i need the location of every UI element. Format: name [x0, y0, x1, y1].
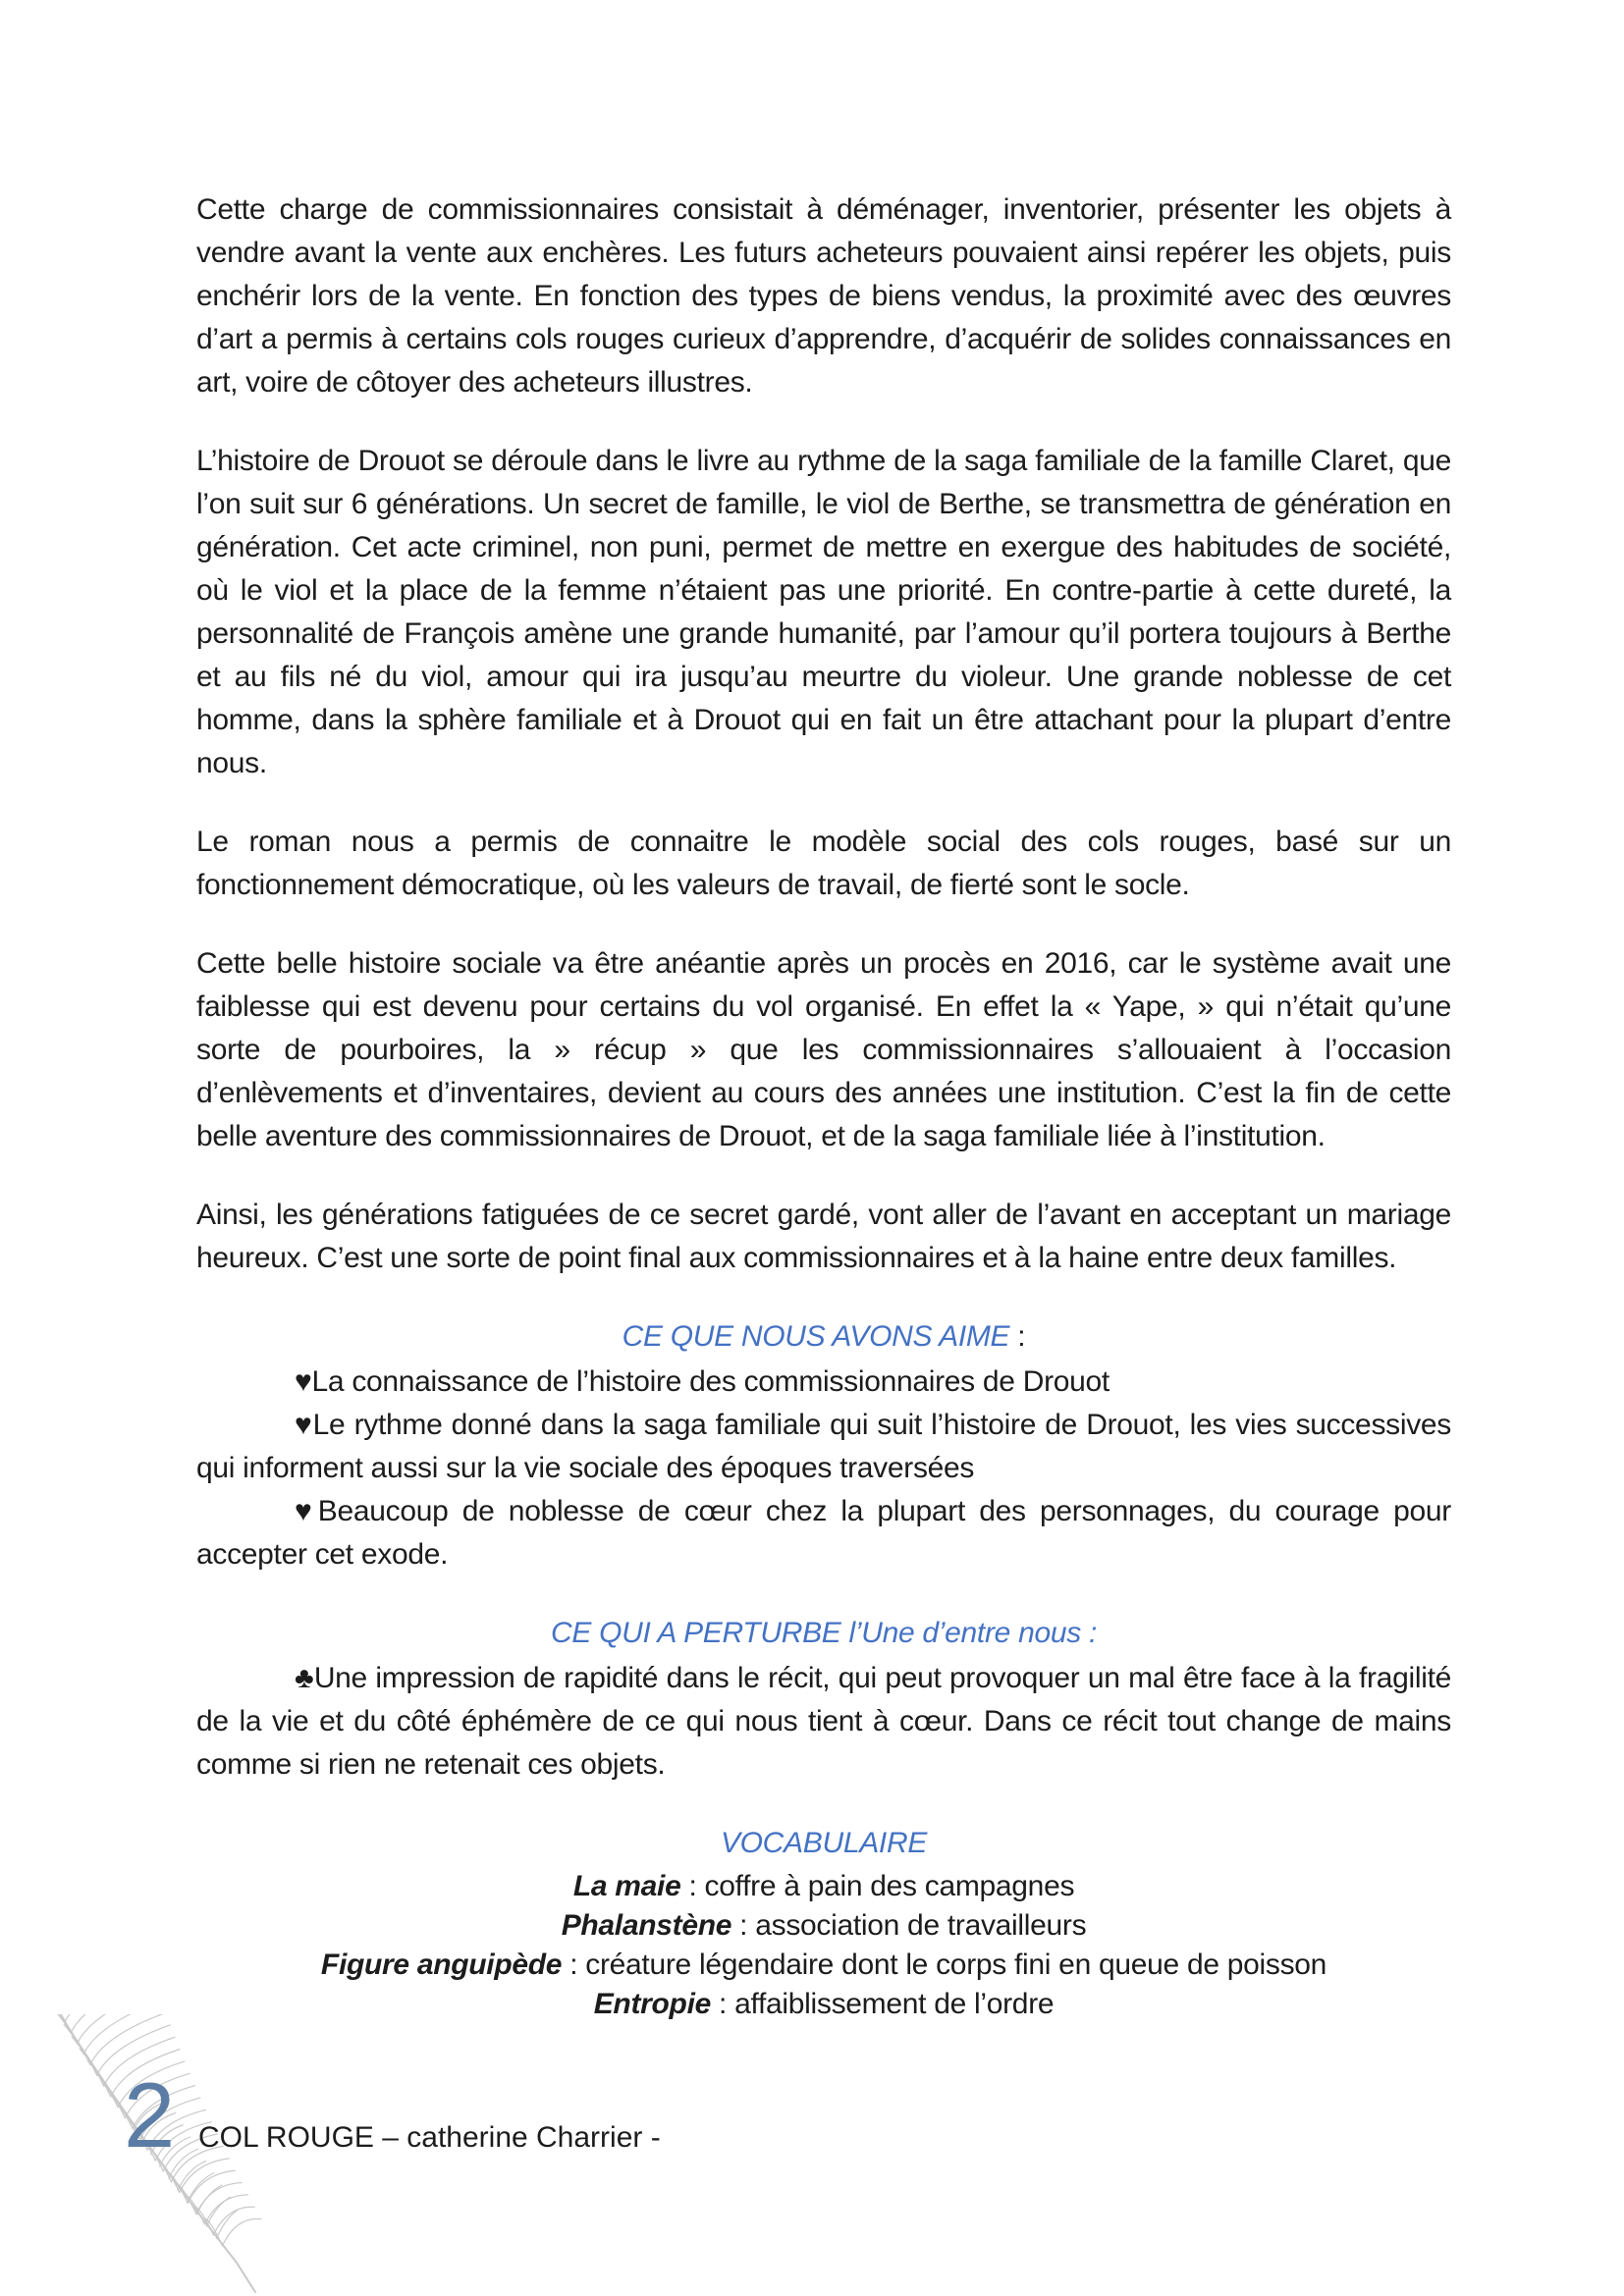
vocabulary-entry — [196, 1906, 1451, 1946]
vocabulary-entry — [196, 1867, 1451, 1906]
list-item — [196, 1657, 1451, 1787]
vocabulary-definition: : affaiblissement de l’ordre — [711, 1988, 1055, 2020]
vocabulary-section-heading: VOCABULAIRE — [720, 1827, 928, 1859]
vocabulary-list — [196, 1867, 1451, 2024]
heart-bullet-icon: ♥ — [295, 1495, 318, 1527]
liked-section-heading-text: CE QUE NOUS AVONS AIME — [622, 1320, 1010, 1353]
heart-bullet-icon: ♥ — [295, 1409, 313, 1441]
paragraph: Le roman nous a permis de connaitre le modèle social des cols rouges, basé sur un fonctionnement démocratique, où les valeurs de travail, de fierté sont le socle. — [196, 826, 1451, 901]
disturbed-section-heading: CE QUI A PERTURBE l’Une d’entre nous : — [550, 1617, 1098, 1649]
vocabulary-term: La maie — [572, 1870, 681, 1902]
disturbed-section-list — [196, 1657, 1451, 1787]
list-item — [196, 1490, 1451, 1576]
vocabulary-term: Figure anguipède — [320, 1949, 563, 1981]
liked-section-list — [196, 1361, 1451, 1576]
vocabulary-entry — [196, 1946, 1451, 1985]
vocabulary-term: Phalanstène — [561, 1909, 732, 1942]
vocabulary-definition: : association de travailleurs — [731, 1909, 1087, 1942]
vocabulary-term: Entropie — [593, 1988, 711, 2020]
paragraph: Ainsi, les générations fatiguées de ce secret gardé, vont aller de l’avant en acceptant un mariage heureux. C’est une sorte de point final aux commissionnaires et à la haine entre deux familles. — [196, 1199, 1451, 1274]
list-item-text: Beaucoup de noblesse de cœur chez la plupart des personnages, du courage pour accepter cet exode. — [196, 1495, 1451, 1571]
list-item-text: Une impression de rapidité dans le récit, qui peut provoquer un mal être face à la fragilité de la vie et du côté éphémère de ce qui nous tient à cœur. Dans ce récit tout change de mains comme si rien ne retenait ces objets. — [196, 1662, 1451, 1781]
vocabulary-definition: : coffre à pain des campagnes — [680, 1870, 1075, 1902]
list-item — [196, 1361, 1451, 1404]
paragraph: L’histoire de Drouot se déroule dans le livre au rythme de la saga familiale de la famille Claret, que l’on suit sur 6 générations. Un secret de famille, le viol de Berthe, se transmettra de génération en génération. Cet acte criminel, non puni, permet de mettre en exergue des habitudes de société, où le viol et la place de la femme n’étaient pas une priorité. En contre-partie à cette dureté, la personnalité de François amène une grande humanité, par l’amour qu’il portera toujours à Berthe et au fils né du viol, amour qui ira jusqu’au meurtre du violeur. Une grande noblesse de cet homme, dans la sphère familiale et à Drouot qui en fait un être attachant pour la plupart d’entre nous. — [196, 445, 1451, 779]
page-number: 2 — [124, 2063, 176, 2166]
liked-section-heading — [196, 1315, 1451, 1359]
page-body — [196, 188, 1451, 2024]
list-item — [196, 1404, 1451, 1490]
vocabulary-entry — [196, 1985, 1451, 2024]
paragraph: Cette belle histoire sociale va être anéantie après un procès en 2016, car le système avait une faiblesse qui est devenu pour certains du vol organisé. En effet la « Yape, » qui n’était qu’une sorte de pourboires, la » récup » que les commissionnaires s’allouaient à l’occasion d’enlèvements et d’inventaires, devient au cours des années une institution. C’est la fin de cette belle aventure des commissionnaires de Drouot, et de la saga familiale liée à l’institution. — [196, 947, 1451, 1152]
heart-bullet-icon: ♥ — [295, 1365, 312, 1398]
liked-section-heading-colon: : — [1009, 1320, 1026, 1353]
club-bullet-icon: ♣ — [295, 1662, 314, 1694]
paragraph: Cette charge de commissionnaires consistait à déménager, inventorier, présenter les objets à vendre avant la vente aux enchères. Les futurs acheteurs pouvaient ainsi repérer les objets, puis enchérir lors de la vente. En fonction des types de biens vendus, la proximité avec des œuvres d’art a permis à certains cols rouges curieux d’apprendre, d’acquérir de solides connaissances en art, voire de côtoyer des acheteurs illustres. — [196, 193, 1451, 399]
vocabulary-definition: : créature légendaire dont le corps fini en queue de poisson — [562, 1949, 1327, 1981]
list-item-text: Le rythme donné dans la saga familiale qui suit l’histoire de Drouot, les vies successives qui informent aussi sur la vie sociale des époques traversées — [196, 1409, 1451, 1484]
footer-document-title: COL ROUGE – catherine Charrier - — [198, 2121, 661, 2154]
list-item-text: La connaissance de l’histoire des commissionnaires de Drouot — [311, 1365, 1110, 1398]
